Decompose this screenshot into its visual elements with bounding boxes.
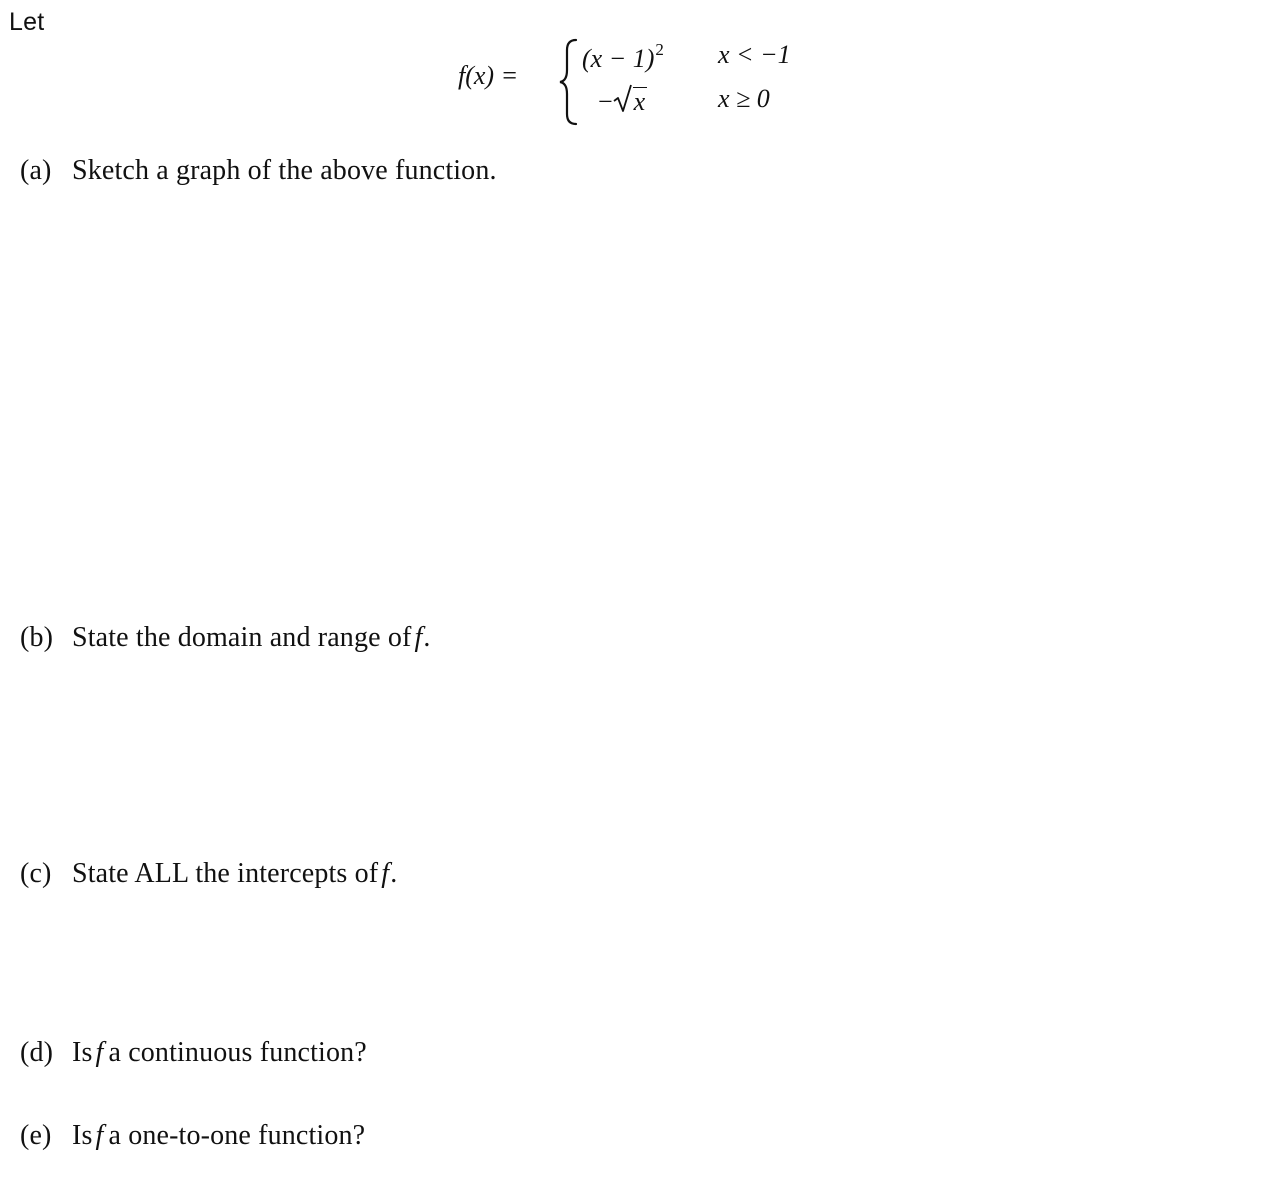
function-symbol: f [381, 858, 390, 889]
question-text-end: a one-to-one function? [108, 1120, 366, 1151]
case-2-condition: x ≥ 0 [718, 84, 770, 113]
radical-sign-icon [613, 84, 633, 114]
case-1-condition: x < −1 [718, 40, 791, 69]
function-symbol: f [95, 1037, 104, 1068]
left-brace-icon [558, 38, 580, 126]
case-2-prefix: − [598, 87, 613, 116]
case-1-exponent: 2 [655, 40, 664, 59]
question-label: (c) [20, 858, 52, 889]
question-label: (a) [20, 155, 52, 186]
question-text: State ALL the intercepts of [72, 858, 379, 889]
question-text: State the domain and range of [72, 622, 412, 653]
question-text: Is [72, 1037, 93, 1068]
question-text: Sketch a graph of the above function. [72, 155, 497, 186]
question-b [20, 622, 431, 654]
question-d [20, 1037, 367, 1069]
case-2-radicand: x [633, 87, 646, 116]
question-e [20, 1120, 365, 1152]
question-punctuation: . [390, 858, 398, 889]
case-2-expression [598, 84, 647, 117]
question-label: (d) [20, 1037, 54, 1068]
question-label: (b) [20, 622, 54, 653]
function-lhs: f(x) = [458, 61, 519, 90]
case-1-base: (x − 1) [582, 44, 655, 73]
question-a [20, 155, 497, 187]
question-text-end: a continuous function? [108, 1037, 367, 1068]
question-text: Is [72, 1120, 93, 1151]
question-c [20, 858, 397, 890]
intro-text: Let [9, 8, 45, 36]
square-root [613, 84, 648, 117]
function-symbol: f [95, 1120, 104, 1151]
question-punctuation: . [423, 622, 431, 653]
case-1-expression [582, 40, 664, 74]
function-symbol: f [414, 622, 423, 653]
question-label: (e) [20, 1120, 52, 1151]
